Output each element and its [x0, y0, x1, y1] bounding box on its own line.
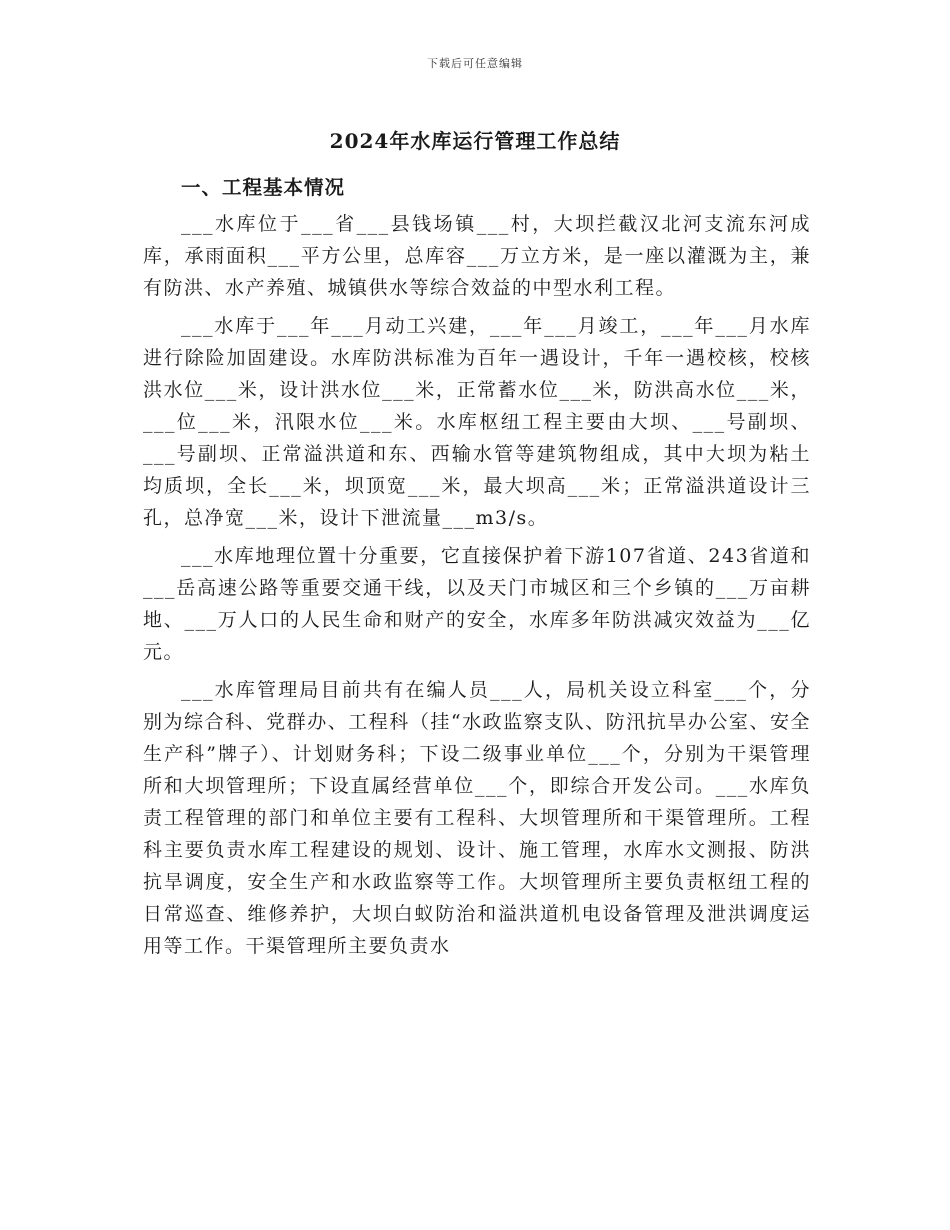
paragraph-organization: ___水库管理局目前共有在编人员___人，局机关设立科室___个，分别为综合科、党群办、工程科（挂“水政监察支队、防汛抗旱办公室、安全生产科”牌子）、计划财务科；下设二级事业单位___个，分别为干渠管理所和大坝管理所；下设直属经营单位___个，即综合开发公司。___水库负责工程管理的部门和单位主要有工程科、大坝管理所和干渠管理所。工程科主要负责水库工程建设的规划、设计、施工管理，水库水文测报、防洪抗旱调度，安全生产和水政监察等工作。大坝管理所主要负责枢纽工程的日常巡查、维修养护，大坝白蚁防治和溢洪道机电设备管理及泄洪调度运用等工作。干渠管理所主要负责水	[143, 679, 811, 957]
paragraph-importance: ___水库地理位置十分重要，它直接保护着下游107省道、243省道和___岳高速公路等重要交通干线，以及天门市城区和三个乡镇的___万亩耕地、___万人口的人民生命和财产的安全，水库多年防洪减灾效益为___亿元。	[143, 545, 811, 663]
section-heading: 一、工程基本情况	[181, 176, 346, 199]
page-header-note: 下载后可任意编辑	[427, 57, 523, 70]
document-title: 2024年水库运行管理工作总结	[329, 129, 621, 153]
document-body	[143, 172, 811, 968]
paragraph-location: ___水库位于___省___县钱场镇___村，大坝拦截汉北河支流东河成库，承雨面积___平方公里，总库容___万立方米，是一座以灌溉为主，兼有防洪、水产养殖、城镇供水等综合效益的中型水利工程。	[143, 213, 811, 299]
paragraph-construction: ___水库于___年___月动工兴建，___年___月竣工，___年___月水库进行除险加固建设。水库防洪标准为百年一遇设计，千年一遇校核，校核洪水位___米，设计洪水位___米，正常蓄水位___米，防洪高水位___米，___位___米，汛限水位___米。水库枢纽工程主要由大坝、___号副坝、___号副坝、正常溢洪道和东、西输水管等建筑物组成，其中大坝为粘土均质坝，全长___米，坝顶宽___米，最大坝高___米；正常溢洪道设计三孔，总净宽___米，设计下泄流量___m3/s。	[143, 315, 811, 529]
